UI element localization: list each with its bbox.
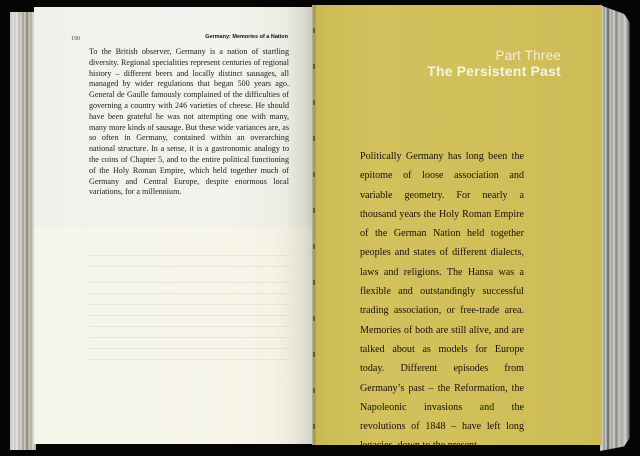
- left-page-lower-area: [34, 227, 314, 444]
- binding-stitch: [313, 280, 315, 285]
- left-page: [34, 7, 314, 444]
- part-title: The Persistent Past: [427, 64, 561, 79]
- right-page: [314, 5, 602, 452]
- binding-stitch: [313, 100, 315, 105]
- binding-stitch: [313, 64, 315, 69]
- running-head-title: Germany: Memories of a Nation: [205, 34, 288, 40]
- show-through-line: [89, 315, 289, 316]
- binding-stitch: [313, 172, 315, 177]
- right-body-paragraph: Politically Germany has long been the epitome of loose association and variable geometry. For nearly a thousand years the Holy Roman Empire of the German Nation held together peoples and states of different dialects, laws and religions. The Hansa was a flexible and outstandingly successful trading association, or free-trade area. Memories of both are still alive, and are talked about as models for Europe today. Different episodes from Germany’s past – the Reformation, the Napoleonic invasions and the revolutions of 1848 – have left long legacies, down to the present.: [360, 151, 524, 452]
- part-label: Part Three: [495, 48, 561, 63]
- binding-stitch: [313, 244, 315, 249]
- page-number: 190: [71, 36, 80, 42]
- show-through-line: [89, 293, 289, 294]
- show-through-line: [89, 348, 289, 349]
- show-through-line: [89, 282, 289, 283]
- binding-stitch: [313, 316, 315, 321]
- right-page-body: [360, 147, 524, 456]
- show-through-line: [89, 337, 289, 338]
- binding-stitch: [313, 388, 315, 393]
- show-through-line: [89, 266, 289, 267]
- book-gutter: [312, 5, 316, 445]
- running-head: [34, 7, 314, 47]
- left-page-edges: [10, 12, 36, 450]
- show-through-line: [89, 255, 289, 256]
- show-through-line: [89, 326, 289, 327]
- binding-stitch: [313, 352, 315, 357]
- binding-stitch: [313, 208, 315, 213]
- left-body-paragraph: To the British observer, Germany is a nation of startling diversity. Regional specialities represent centuries of regional history – different beers and locally distinct sausages, all managed by wider regulations that began 500 years ago. General de Gaulle famously complained of the difficulties of governing a country with 246 varieties of cheese. He should have been grateful he was not attempting one with many, many more kinds of sausage. But these wide variances are, as so often in Germany, contained within an overarching national structure. In a sense, it is a gastronomic analogy to the coins of Chapter 5, and to the entire political functioning of the Holy Roman Empire, which held together much of Germany and Central Europe, despite enormous local variations, for a millennium.: [89, 47, 289, 197]
- show-through-line: [89, 304, 289, 305]
- show-through-line: [89, 359, 289, 360]
- binding-stitch: [313, 136, 315, 141]
- binding-stitch: [313, 28, 315, 33]
- right-page-edges: [600, 5, 630, 451]
- left-page-body: [89, 47, 289, 198]
- binding-stitch: [313, 424, 315, 429]
